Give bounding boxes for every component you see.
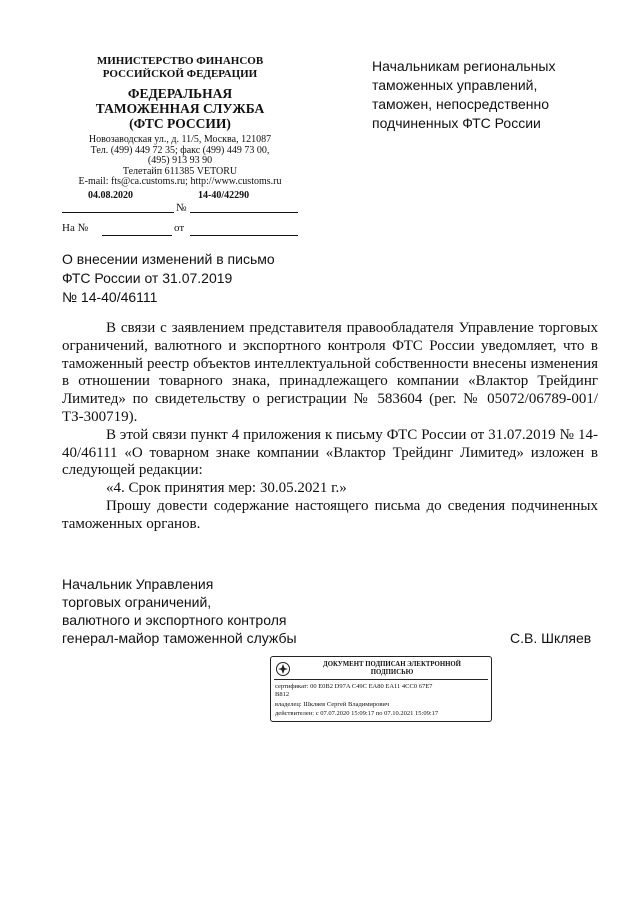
body-paragraph-3: «4. Срок принятия мер: 30.05.2021 г.» (106, 480, 347, 497)
service-line-3: (ФТС РОССИИ) (129, 116, 231, 131)
contact-email: E-mail: fts@ca.customs.ru; http://www.customs.ru (78, 176, 282, 187)
contacts-block (62, 135, 298, 188)
contact-phone-2: (495) 913 93 90 (147, 155, 213, 166)
signatory-title-line: валютного и экспортного контроля (62, 612, 287, 628)
reference-number-label: На № (62, 222, 89, 234)
subject-line: № 14-40/46111 (62, 289, 158, 305)
contact-phone: Тел. (499) 449 72 35; факс (499) 449 73 00, (90, 144, 270, 156)
addressee-line: таможен, непосредственно (372, 96, 550, 112)
registration-number: 14-40/42290 (198, 190, 250, 201)
signatory-title-line: Начальник Управления (62, 576, 214, 592)
stamp-validity: действителен: с 07.07.2020 15:09:17 по 07.10.2021 15:09:17 (275, 710, 439, 717)
addressee-block (372, 57, 602, 133)
ministry-name (62, 55, 298, 81)
signatory-title-line: торговых ограничений, (62, 594, 212, 610)
contact-address: Новозаводская ул., д. 11/5, Москва, 121087 (88, 134, 272, 145)
body-paragraph-4: Прошу довести содержание настоящего письма до сведения подчиненных таможенных органов. (62, 497, 598, 532)
electronic-signature-stamp (270, 656, 492, 722)
stamp-certificate-cont: B812 (275, 691, 290, 698)
reference-number-underline (102, 235, 172, 236)
number-sign: № (176, 202, 187, 214)
addressee-line: Начальникам региональных (372, 58, 556, 74)
contact-teletype: Телетайп 611385 VETORU (122, 165, 238, 177)
subject-block (62, 250, 322, 307)
subject-line: О внесении изменений в письмо (62, 251, 275, 267)
stamp-title-line-2: ПОДПИСЬЮ (370, 669, 414, 676)
reference-date-label: от (174, 222, 185, 234)
service-name (62, 86, 298, 131)
reference-line (62, 222, 298, 240)
emblem-icon (275, 661, 291, 677)
stamp-owner: владелец: Шкляев Сергей Владимирович (275, 701, 390, 708)
date-underline (62, 212, 174, 213)
reference-date-underline (190, 235, 298, 236)
number-underline (190, 212, 298, 213)
ministry-line-1: МИНИСТЕРСТВО ФИНАНСОВ (96, 55, 264, 67)
stamp-divider (274, 679, 488, 680)
signatory-name: С.В. Шкляев (510, 630, 592, 646)
addressee-line: подчиненных ФТС России (372, 115, 541, 131)
stamp-certificate: сертификат: 00 E0B2 D97A C49C EA80 EA11 4CC0 67E7 (275, 683, 433, 690)
body-paragraph-1: В связи с заявлением представителя правообладателя Управление торговых ограничений, валютного и экспортного контроля ФТС России уведомляет, что в таможенный реестр объектов интеллектуальной собственности внесены изменения в отношении товарного знака, принадлежащего компании «Влактор Трейдинг Лимитед» по свидетельству о регистрации № 583604 (рег. № 05072/06789-001/ТЗ-300719). (62, 320, 598, 425)
registration-line (62, 190, 298, 214)
signatory-title (62, 575, 362, 647)
stamp-title-line-1: ДОКУМЕНТ ПОДПИСАН ЭЛЕКТРОННОЙ (323, 661, 461, 668)
addressee-line: таможенных управлений, (372, 77, 538, 93)
ministry-line-2: РОССИЙСКОЙ ФЕДЕРАЦИИ (102, 68, 258, 80)
registration-date: 04.08.2020 (88, 190, 133, 201)
service-line-1: ФЕДЕРАЛЬНАЯ (127, 86, 233, 101)
letter-body (62, 320, 598, 534)
service-line-2: ТАМОЖЕННАЯ СЛУЖБА (95, 101, 265, 116)
signatory-title-line: генерал-майор таможенной службы (62, 630, 297, 646)
body-paragraph-2: В этой связи пункт 4 приложения к письму ФТС России от 31.07.2019 № 14-40/46111 «О товарном знаке компании «Влактор Трейдинг Лимитед» изложен в следующей редакции: (62, 426, 598, 479)
stamp-title (297, 661, 487, 677)
subject-line: ФТС России от 31.07.2019 (62, 270, 233, 286)
